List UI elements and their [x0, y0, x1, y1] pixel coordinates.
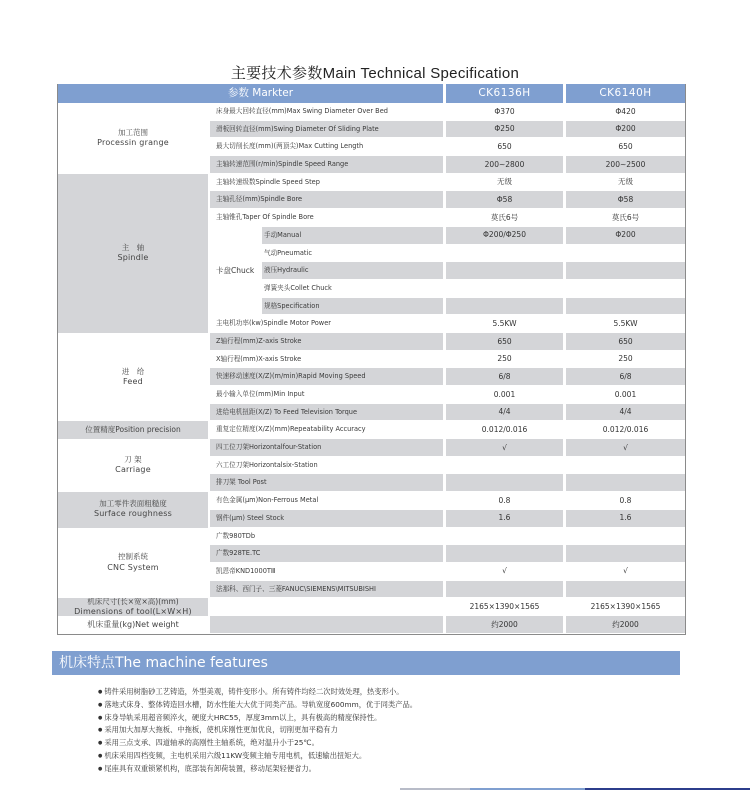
row-value-ck6136h: 5.5KW: [446, 315, 566, 333]
row-param: 最大切削长度(mm)(两顶尖)Max Cutting Length: [210, 138, 446, 156]
row-value-ck6136h: [446, 298, 566, 316]
row-value-ck6140h: Φ420: [566, 103, 685, 121]
header-model-ck6140h: CK6140H: [566, 84, 685, 103]
row-value-ck6136h: 4/4: [446, 404, 566, 422]
table-row: [58, 528, 685, 546]
header-model-ck6136h: CK6136H: [446, 84, 566, 103]
row-value-ck6136h: [446, 245, 566, 263]
row-param: X轴行程(mm)X-axis Stroke: [210, 351, 446, 369]
row-param: 快速移动速度(X/Z)(m/min)Rapid Moving Speed: [210, 368, 446, 386]
group-carriage: 刀 架 Carriage: [58, 439, 210, 492]
group-spindle: 主 轴 Spindle: [58, 174, 210, 333]
row-value-ck6140h: [566, 457, 685, 475]
row-value-ck6140h: 650: [566, 333, 685, 351]
group-surface-roughness: 加工零件表面粗糙度 Surface roughness: [58, 492, 210, 527]
row-value-ck6136h: 2165×1390×1565: [446, 598, 566, 616]
row-value-ck6140h: √: [566, 439, 685, 457]
feature-item: ● 床身导轨采用超音频淬火，硬度大HRC55，厚度3mm以上，具有极高的精度保持性。: [98, 712, 658, 725]
row-value-ck6140h: 650: [566, 138, 685, 156]
row-value-ck6140h: [566, 298, 685, 316]
row-value-ck6136h: 650: [446, 138, 566, 156]
group-dimensions: 机床尺寸(长×宽×高)(mm) Dimensions of tool(L×W×H): [58, 598, 210, 616]
row-value-ck6140h: 250: [566, 351, 685, 369]
row-param: 弹簧夹头Collet Chuck: [262, 280, 446, 298]
row-param: 有色金属(μm)Non-Ferrous Metal: [210, 492, 446, 510]
row-value-ck6140h: 无级: [566, 174, 685, 192]
row-param: [210, 598, 446, 616]
group-position-precision: 位置精度Position precision: [58, 421, 210, 439]
spec-table: [57, 84, 686, 635]
row-param: 广数980TDb: [210, 528, 446, 546]
group-feed: 进 给 Feed: [58, 333, 210, 421]
row-value-ck6140h: [566, 245, 685, 263]
row-value-ck6136h: Φ58: [446, 191, 566, 209]
row-value-ck6136h: Φ200/Φ250: [446, 227, 566, 245]
row-value-ck6136h: [446, 474, 566, 492]
row-param: 六工位刀架Horizontalsix-Station: [210, 457, 446, 475]
row-value-ck6140h: 5.5KW: [566, 315, 685, 333]
row-value-ck6140h: Φ58: [566, 191, 685, 209]
row-value-ck6136h: [446, 262, 566, 280]
row-value-ck6140h: 4/4: [566, 404, 685, 422]
row-value-ck6136h: Φ370: [446, 103, 566, 121]
row-value-ck6140h: 1.6: [566, 510, 685, 528]
features-list: [98, 686, 658, 776]
row-value-ck6136h: [446, 280, 566, 298]
table-row: [58, 598, 685, 616]
row-value-ck6140h: [566, 280, 685, 298]
row-value-ck6140h: Φ200: [566, 227, 685, 245]
row-param: 滑板回转直径(mm)Swing Diameter Of Sliding Plate: [210, 121, 446, 139]
row-param: 气动Pneumatic: [262, 245, 446, 263]
row-param: 法那科、西门子、三菱FANUC\SIEMENS\MITSUBISHI: [210, 581, 446, 599]
row-value-ck6140h: √: [566, 563, 685, 581]
row-value-ck6136h: 0.012/0.016: [446, 421, 566, 439]
feature-item: ● 机床采用四档变频，主电机采用六级11KW变频主轴专用电机，低速输出扭矩大。: [98, 750, 658, 763]
table-row: [58, 492, 685, 510]
row-value-ck6140h: 莫氏6号: [566, 209, 685, 227]
row-param: 主电机功率(kw)Spindle Motor Power: [210, 315, 446, 333]
group-net-weight: 机床重量(kg)Net weight: [58, 616, 210, 634]
feature-item: ● 落地式床身、整体铸造回水槽，防水性能大大优于同类产品。导轨宽度600mm，优于同类产品。: [98, 699, 658, 712]
group-chuck: 卡盘Chuck: [210, 227, 262, 315]
row-param: 手动Manual: [262, 227, 446, 245]
row-value-ck6140h: 0.8: [566, 492, 685, 510]
row-value-ck6136h: Φ250: [446, 121, 566, 139]
row-value-ck6140h: 200~2500: [566, 156, 685, 174]
row-value-ck6140h: 2165×1390×1565: [566, 598, 685, 616]
row-value-ck6136h: 约2000: [446, 616, 566, 634]
table-row: [58, 103, 685, 121]
row-value-ck6140h: [566, 528, 685, 546]
row-param: 四工位刀架Horizontalfour-Station: [210, 439, 446, 457]
row-value-ck6136h: 无级: [446, 174, 566, 192]
row-value-ck6136h: 0.8: [446, 492, 566, 510]
row-value-ck6136h: 6/8: [446, 368, 566, 386]
row-value-ck6140h: [566, 545, 685, 563]
row-param: 主轴转速范围(r/min)Spindle Speed Range: [210, 156, 446, 174]
row-param: 规格Specification: [262, 298, 446, 316]
feature-item: ● 采用加大加厚大拖板、中拖板，使机床刚性更加优良，切削更加平稳有力: [98, 724, 658, 737]
row-value-ck6140h: 0.012/0.016: [566, 421, 685, 439]
feature-item: ● 铸件采用树脂砂工艺铸造，外型美观，铸件变形小。所有铸件均经二次时效处理，热变形小。: [98, 686, 658, 699]
features-banner: 机床特点The machine features: [52, 651, 680, 675]
row-param: Z轴行程(mm)Z-axis Stroke: [210, 333, 446, 351]
table-header-row: [58, 84, 685, 103]
row-param: 床身最大回转直径(mm)Max Swing Diameter Over Bed: [210, 103, 446, 121]
row-value-ck6136h: √: [446, 439, 566, 457]
row-value-ck6136h: [446, 545, 566, 563]
row-value-ck6136h: [446, 581, 566, 599]
row-value-ck6140h: 6/8: [566, 368, 685, 386]
row-param: 钢件(μm) Steel Stock: [210, 510, 446, 528]
feature-item: ● 尾座具有双重锁紧机构，底部装有卸荷装置，移动尾架轻便省力。: [98, 763, 658, 776]
feature-item: ● 采用三点支承、四道轴承的高刚性主轴系统，绝对温升小于25℃。: [98, 737, 658, 750]
row-value-ck6136h: 0.001: [446, 386, 566, 404]
row-value-ck6136h: [446, 528, 566, 546]
row-param: 最小输入单位(mm)Min Input: [210, 386, 446, 404]
row-value-ck6136h: 莫氏6号: [446, 209, 566, 227]
row-param: 主轴转速级数Spindle Speed Step: [210, 174, 446, 192]
row-param: 进给电机扭距(X/Z) To Feed Television Torque: [210, 404, 446, 422]
row-value-ck6140h: [566, 262, 685, 280]
table-row: [58, 333, 685, 351]
row-value-ck6136h: 650: [446, 333, 566, 351]
row-value-ck6136h: 250: [446, 351, 566, 369]
table-row: [58, 616, 685, 634]
row-value-ck6136h: [446, 457, 566, 475]
table-row: [58, 174, 685, 192]
row-param: 排刀架 Tool Post: [210, 474, 446, 492]
row-param: 广数928TE.TC: [210, 545, 446, 563]
table-row: [58, 439, 685, 457]
row-value-ck6140h: Φ200: [566, 121, 685, 139]
group-processing-range: 加工范围 Processin grange: [58, 103, 210, 174]
row-value-ck6140h: [566, 581, 685, 599]
row-value-ck6136h: 200~2800: [446, 156, 566, 174]
row-param: [210, 616, 446, 634]
row-param: 凯恩帝KND1000TⅢ: [210, 563, 446, 581]
row-value-ck6136h: 1.6: [446, 510, 566, 528]
row-param: 主轴孔径(mm)Spindle Bore: [210, 191, 446, 209]
header-param: 参数 Markter: [58, 84, 446, 103]
row-value-ck6136h: √: [446, 563, 566, 581]
table-row: [58, 421, 685, 439]
row-value-ck6140h: [566, 474, 685, 492]
row-param: 重复定位精度(X/Z)(mm)Repeatability Accuracy: [210, 421, 446, 439]
row-param: 液压Hydraulic: [262, 262, 446, 280]
row-value-ck6140h: 约2000: [566, 616, 685, 634]
group-cnc-system: 控制系统 CNC System: [58, 528, 210, 599]
row-param: 主轴锥孔Taper Of Spindle Bore: [210, 209, 446, 227]
row-value-ck6140h: 0.001: [566, 386, 685, 404]
page-title: 主要技术参数Main Technical Specification: [230, 65, 520, 82]
